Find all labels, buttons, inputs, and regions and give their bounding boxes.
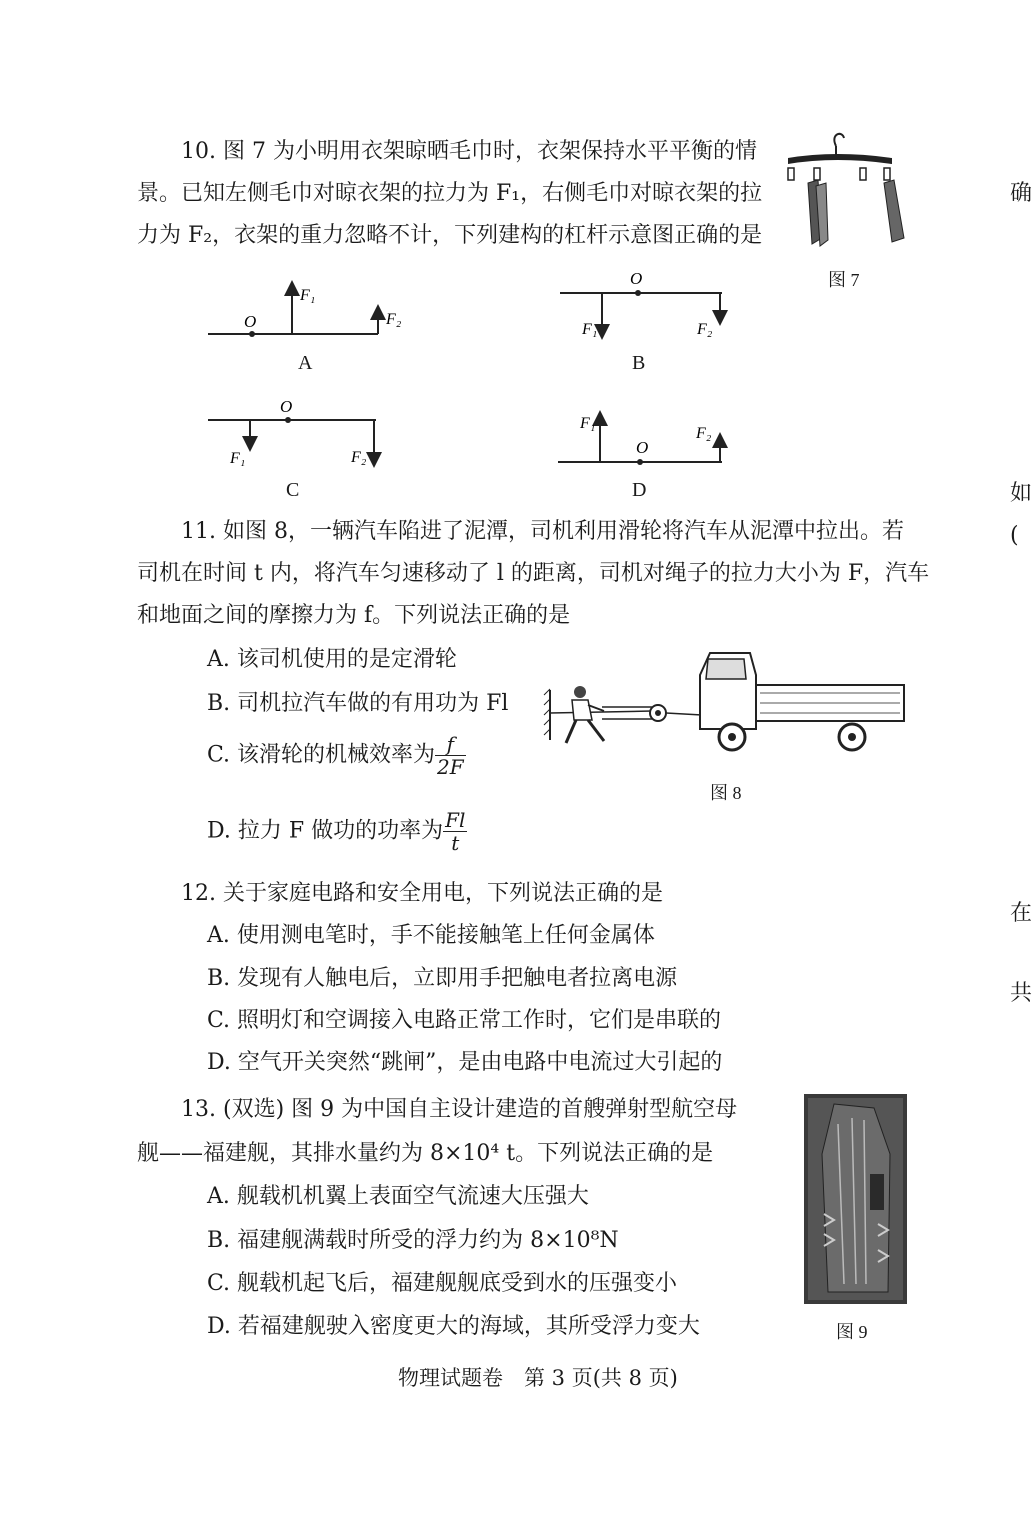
f2-label: F₂ bbox=[351, 449, 367, 466]
fraction-denominator: t bbox=[451, 831, 460, 855]
page-footer: 物理试题卷 第 3 页(共 8 页) bbox=[398, 1366, 678, 1390]
q12-option-b: B. 发现有人触电后，立即用手把触电者拉离电源 bbox=[207, 966, 678, 991]
option-label-c: C bbox=[286, 479, 300, 501]
q11-line3: 和地面之间的摩擦力为 f。下列说法正确的是 bbox=[137, 603, 571, 628]
fraction-numerator: Fl bbox=[445, 808, 466, 832]
q11-option-d-text: D. 拉力 F 做功的功率为 bbox=[207, 818, 444, 844]
f1-label: F₁ bbox=[582, 321, 598, 338]
q11-option-b: B. 司机拉汽车做的有用功为 Fl bbox=[207, 691, 509, 716]
f1-label: F₁ bbox=[300, 287, 316, 304]
hanger-figure bbox=[780, 128, 900, 253]
pivot-label: O bbox=[280, 397, 293, 416]
option-label-a: A bbox=[298, 352, 313, 374]
lever-diagram-d bbox=[558, 415, 722, 465]
q13-line2: 舰——福建舰，其排水量约为 8×10⁴ t。下列说法正确的是 bbox=[137, 1141, 714, 1166]
edge-char: 在 bbox=[1010, 901, 1032, 926]
edge-char: 确 bbox=[1010, 181, 1032, 206]
fraction-numerator: f bbox=[435, 733, 466, 756]
q11-option-a: A. 该司机使用的是定滑轮 bbox=[207, 647, 457, 672]
q10-line3: 力为 F₂，衣架的重力忽略不计，下列建构的杠杆示意图正确的是 bbox=[137, 223, 763, 248]
q13-option-a: A. 舰载机机翼上表面空气流速大压强大 bbox=[207, 1184, 589, 1209]
q13-option-b: B. 福建舰满载时所受的浮力约为 8×10⁸N bbox=[207, 1228, 619, 1253]
q11-option-d bbox=[207, 809, 467, 854]
fig9-caption: 图 9 bbox=[836, 1322, 868, 1342]
q11-line2: 司机在时间 t 内，将汽车匀速移动了 l 的距离，司机对绳子的拉力大小为 F，汽车 bbox=[137, 561, 930, 586]
q10-line2: 景。已知左侧毛巾对晾衣架的拉力为 F₁，右侧毛巾对晾衣架的拉 bbox=[137, 181, 763, 206]
fig7-caption: 图 7 bbox=[828, 270, 860, 290]
fig8-caption: 图 8 bbox=[710, 783, 742, 803]
truck-pulley-figure bbox=[540, 645, 910, 760]
option-label-b: B bbox=[632, 352, 646, 374]
q12-option-d: D. 空气开关突然“跳闸”，是由电路中电流过大引起的 bbox=[207, 1050, 723, 1075]
q13-option-d: D. 若福建舰驶入密度更大的海域，其所受浮力变大 bbox=[207, 1314, 700, 1339]
lever-diagram-b bbox=[560, 269, 722, 338]
f1-label: F₁ bbox=[230, 450, 246, 467]
pivot-label: O bbox=[636, 438, 649, 457]
lever-diagram-c bbox=[208, 397, 376, 467]
f2-label: F₂ bbox=[386, 311, 402, 328]
q12-stem: 12. 关于家庭电路和安全用电，下列说法正确的是 bbox=[181, 881, 663, 906]
q13-option-c: C. 舰载机起飞后，福建舰舰底受到水的压强变小 bbox=[207, 1271, 678, 1296]
efficiency-fraction bbox=[435, 733, 466, 778]
edge-char: 共 bbox=[1010, 981, 1032, 1006]
q10-line1: 10. 图 7 为小明用衣架晾晒毛巾时，衣架保持水平平衡的情 bbox=[181, 139, 757, 164]
lever-diagrams bbox=[200, 270, 760, 510]
f2-label: F₂ bbox=[697, 321, 713, 338]
pivot-label: O bbox=[244, 312, 257, 331]
q11-option-c-text: C. 该滑轮的机械效率为 bbox=[207, 742, 436, 768]
q11-line1: 11. 如图 8，一辆汽车陷进了泥潭，司机利用滑轮将汽车从泥潭中拉出。若 bbox=[181, 519, 904, 544]
power-fraction bbox=[443, 809, 467, 854]
fraction-denominator: 2F bbox=[437, 755, 464, 779]
edge-char: 如 bbox=[1010, 481, 1032, 506]
lever-diagram-a bbox=[208, 287, 402, 337]
q13-line1: 13. (双选) 图 9 为中国自主设计建造的首艘弹射型航空母 bbox=[181, 1097, 738, 1122]
q12-option-c: C. 照明灯和空调接入电路正常工作时，它们是串联的 bbox=[207, 1008, 722, 1033]
q11-option-c bbox=[207, 733, 466, 778]
option-label-d: D bbox=[632, 479, 647, 501]
pivot-label: O bbox=[630, 269, 643, 288]
q12-option-a: A. 使用测电笔时，手不能接触笔上任何金属体 bbox=[207, 923, 655, 948]
f2-label: F₂ bbox=[696, 425, 712, 442]
aircraft-carrier-photo bbox=[804, 1094, 907, 1304]
f1-label: F₁ bbox=[580, 415, 596, 432]
edge-char: ( bbox=[1010, 523, 1019, 548]
